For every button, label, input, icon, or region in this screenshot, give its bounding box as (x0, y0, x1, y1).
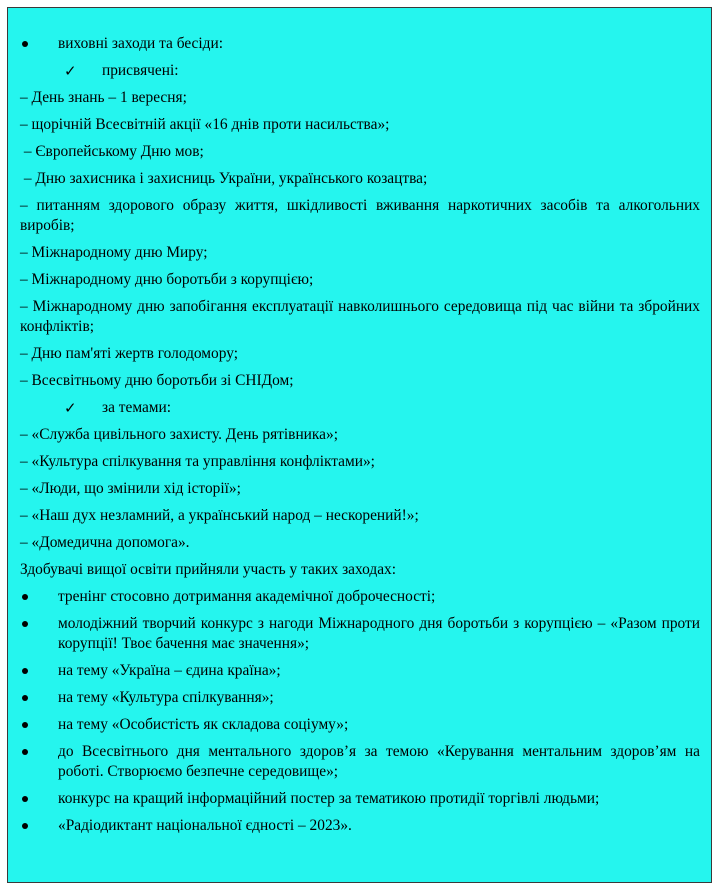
participation-item (20, 715, 700, 735)
participation-text: конкурс на кращий інформаційний постер за тематикою протидії торгівлі людьми; (58, 790, 600, 807)
topic-item: – «Домедична допомога». (20, 534, 190, 551)
bullet-icon (22, 796, 28, 802)
dedicated-item: – Всесвітньому дню боротьби зі СНІДом; (20, 372, 294, 389)
topic-item: – «Служба цивільного захисту. День рятівника»; (20, 426, 338, 443)
participation-text: на тему «Україна – єдина країна»; (58, 662, 281, 679)
dedicated-item: – День знань – 1 вересня; (20, 89, 187, 106)
participation-item (20, 816, 700, 836)
checkmark-icon: ✓ (64, 399, 77, 417)
check-text: присвячені: (102, 62, 179, 79)
bullet-icon (22, 695, 28, 701)
participation-text: до Всесвітнього дня ментального здоров’я за темою «Керування ментальним здоров’ям на роботі. Створюємо безпечне середовище»; (58, 743, 700, 780)
topic-item: – «Люди, що змінили хід історії»; (20, 480, 241, 497)
dedicated-item: – Міжнародному дню запобігання експлуатації навколишнього середовища під час війни та збройних конфліктів; (20, 298, 700, 335)
bullet-text: виховні заходи та бесіди: (58, 35, 224, 52)
dedicated-item: – Європейському Дню мов; (20, 143, 204, 160)
check-item-dedicated (20, 61, 700, 81)
bullet-icon (22, 823, 28, 829)
bullet-icon (22, 621, 28, 627)
participation-item (20, 614, 700, 654)
bullet-icon (22, 41, 28, 47)
dedicated-item: – щорічній Всесвітній акції «16 днів проти насильства»; (20, 116, 390, 133)
bullet-icon (22, 749, 28, 755)
participation-text: «Радіодиктант національної єдності – 2023». (58, 817, 352, 834)
dedicated-item: – Міжнародному дню Миру; (20, 244, 208, 261)
bullet-item-educational (20, 34, 700, 54)
participation-item (20, 688, 700, 708)
check-text: за темами: (102, 399, 172, 416)
participation-text: на тему «Культура спілкування»; (58, 689, 274, 706)
dedicated-item: – питанням здорового образу життя, шкідливості вживання наркотичних засобів та алкогольних виробів; (20, 197, 700, 234)
dedicated-item: – Дню захисника і захисниць України, українського козацтва; (20, 170, 428, 187)
checkmark-icon: ✓ (64, 62, 77, 80)
participation-heading: Здобувачі вищої освіти прийняли участь у таких заходах: (20, 561, 396, 578)
participation-item (20, 742, 700, 782)
document-slide (7, 7, 712, 883)
participation-item (20, 789, 700, 809)
check-item-topics (20, 398, 700, 418)
bullet-icon (22, 722, 28, 728)
participation-text: молодіжний творчий конкурс з нагоди Міжнародного дня боротьби з корупцією – «Разом проти корупції! Твоє бачення має значення»; (58, 615, 700, 652)
participation-text: тренінг стосовно дотримання академічної доброчесності; (58, 588, 436, 605)
dedicated-item: – Міжнародному дню боротьби з корупцією; (20, 271, 314, 288)
participation-item (20, 661, 700, 681)
topic-item: – «Наш дух незламний, а український народ – нескорений!»; (20, 507, 419, 524)
participation-item (20, 587, 700, 607)
bullet-icon (22, 594, 28, 600)
topic-item: – «Культура спілкування та управління конфліктами»; (20, 453, 375, 470)
dedicated-item: – Дню пам'яті жертв голодомору; (20, 345, 239, 362)
bullet-icon (22, 668, 28, 674)
participation-text: на тему «Особистість як складова соціуму»; (58, 716, 349, 733)
